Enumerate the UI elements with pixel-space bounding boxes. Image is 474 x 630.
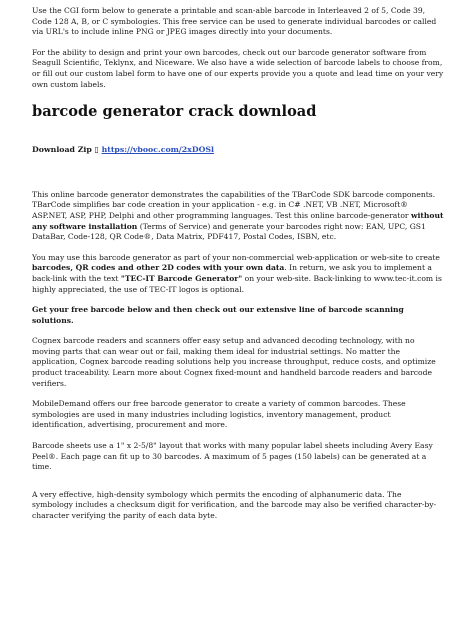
paragraph-symbology: A very effective, high-density symbology which permits the encoding of alphanumeric data. The symbology includes a checksum digit for verification, and the barcode may also be verified character-by-character verifying the parity of each data byte. [32, 489, 437, 520]
paragraph-cognex: Cognex barcode readers and scanners offer easy setup and advanced decoding technology, with no moving parts that can wear out or fail, making them ideal for industrial settings. No matter the application, Cognex barcode reading solutions help you increase throughput, reduce costs, and optimize product traceability. Learn more about Cognex fixed-mount and handheld barcode readers and barcode verifiers. [32, 336, 436, 388]
download-label: Download Zip [32, 145, 92, 155]
text-run: on your web-site. Back-linking to www.tec-it.com is highly appreciated, the use of TEC-IT logos is optional. [32, 273, 442, 294]
bold-run: without any software installation [32, 210, 444, 231]
download-link[interactable]: https://vbooc.com/2xDOSl [101, 145, 214, 155]
paragraph-call-to-action: Get your free barcode below and then check out our extensive line of barcode scanning solutions. [32, 305, 404, 325]
bold-run: "TEC-IT Barcode Generator" [120, 273, 243, 283]
page-title: barcode generator crack download [32, 103, 317, 121]
paragraph-tbarcode-sdk [32, 190, 444, 243]
paragraph-noncommercial-use [32, 253, 444, 295]
download-link-icon: ▯ [94, 145, 99, 155]
text-run: . In return, we ask you to implement a back-link with the text [32, 263, 432, 283]
paragraph-mobiledemand: MobileDemand offers our free barcode generator to create a variety of common barcodes. These symbologies are used in many industries including logistics, inventory management, product identification, advertising, procurement and more. [32, 399, 406, 430]
text-run: You may use this barcode generator as part of your non-commercial web-application or web-site to create [32, 252, 440, 262]
intro-paragraph-design-labels: For the ability to design and print your own barcodes, check out our barcode generator software from Seagull Scientific, Teklynx, and Niceware. We also have a wide selection of barcode labels to choose from, or fill out our custom label form to have one of our experts provide you a quote and lead time on your very own custom labels. [32, 47, 444, 89]
text-run: (Terms of Service) and generate your barcodes right now: EAN, UPC, GS1 DataBar, Code-128, QR Code®, Data Matrix, PDF417, Postal Codes, ISBN, etc. [32, 221, 426, 242]
paragraph-barcode-sheets: Barcode sheets use a 1" x 2-5/8" layout that works with many popular label sheets including Avery Easy Peel®. Each page can fit up to 30 barcodes. A maximum of 5 pages (150 labels) can be generated at a time. [32, 441, 433, 472]
intro-paragraph-cgi-form: Use the CGI form below to generate a printable and scan-able barcode in Interleaved 2 of 5, Code 39, Code 128 A, B, or C symbologies. This free service can be used to generate individual barcodes or called via URL's to include inline PNG or JPEG images directly into your documents. [32, 6, 437, 37]
bold-run: barcodes, QR codes and other 2D codes with your own data [32, 263, 285, 273]
text-run: This online barcode generator demonstrates the capabilities of the TBarCode SDK barcode components. TBarCode simplifies bar code creation in your application - e.g. in C# .NET, VB .NET, Microsoft® ASP.NET, ASP, PHP, Delphi and other programming languages. Test this online barcode-generator [32, 189, 436, 220]
download-line [32, 145, 444, 156]
